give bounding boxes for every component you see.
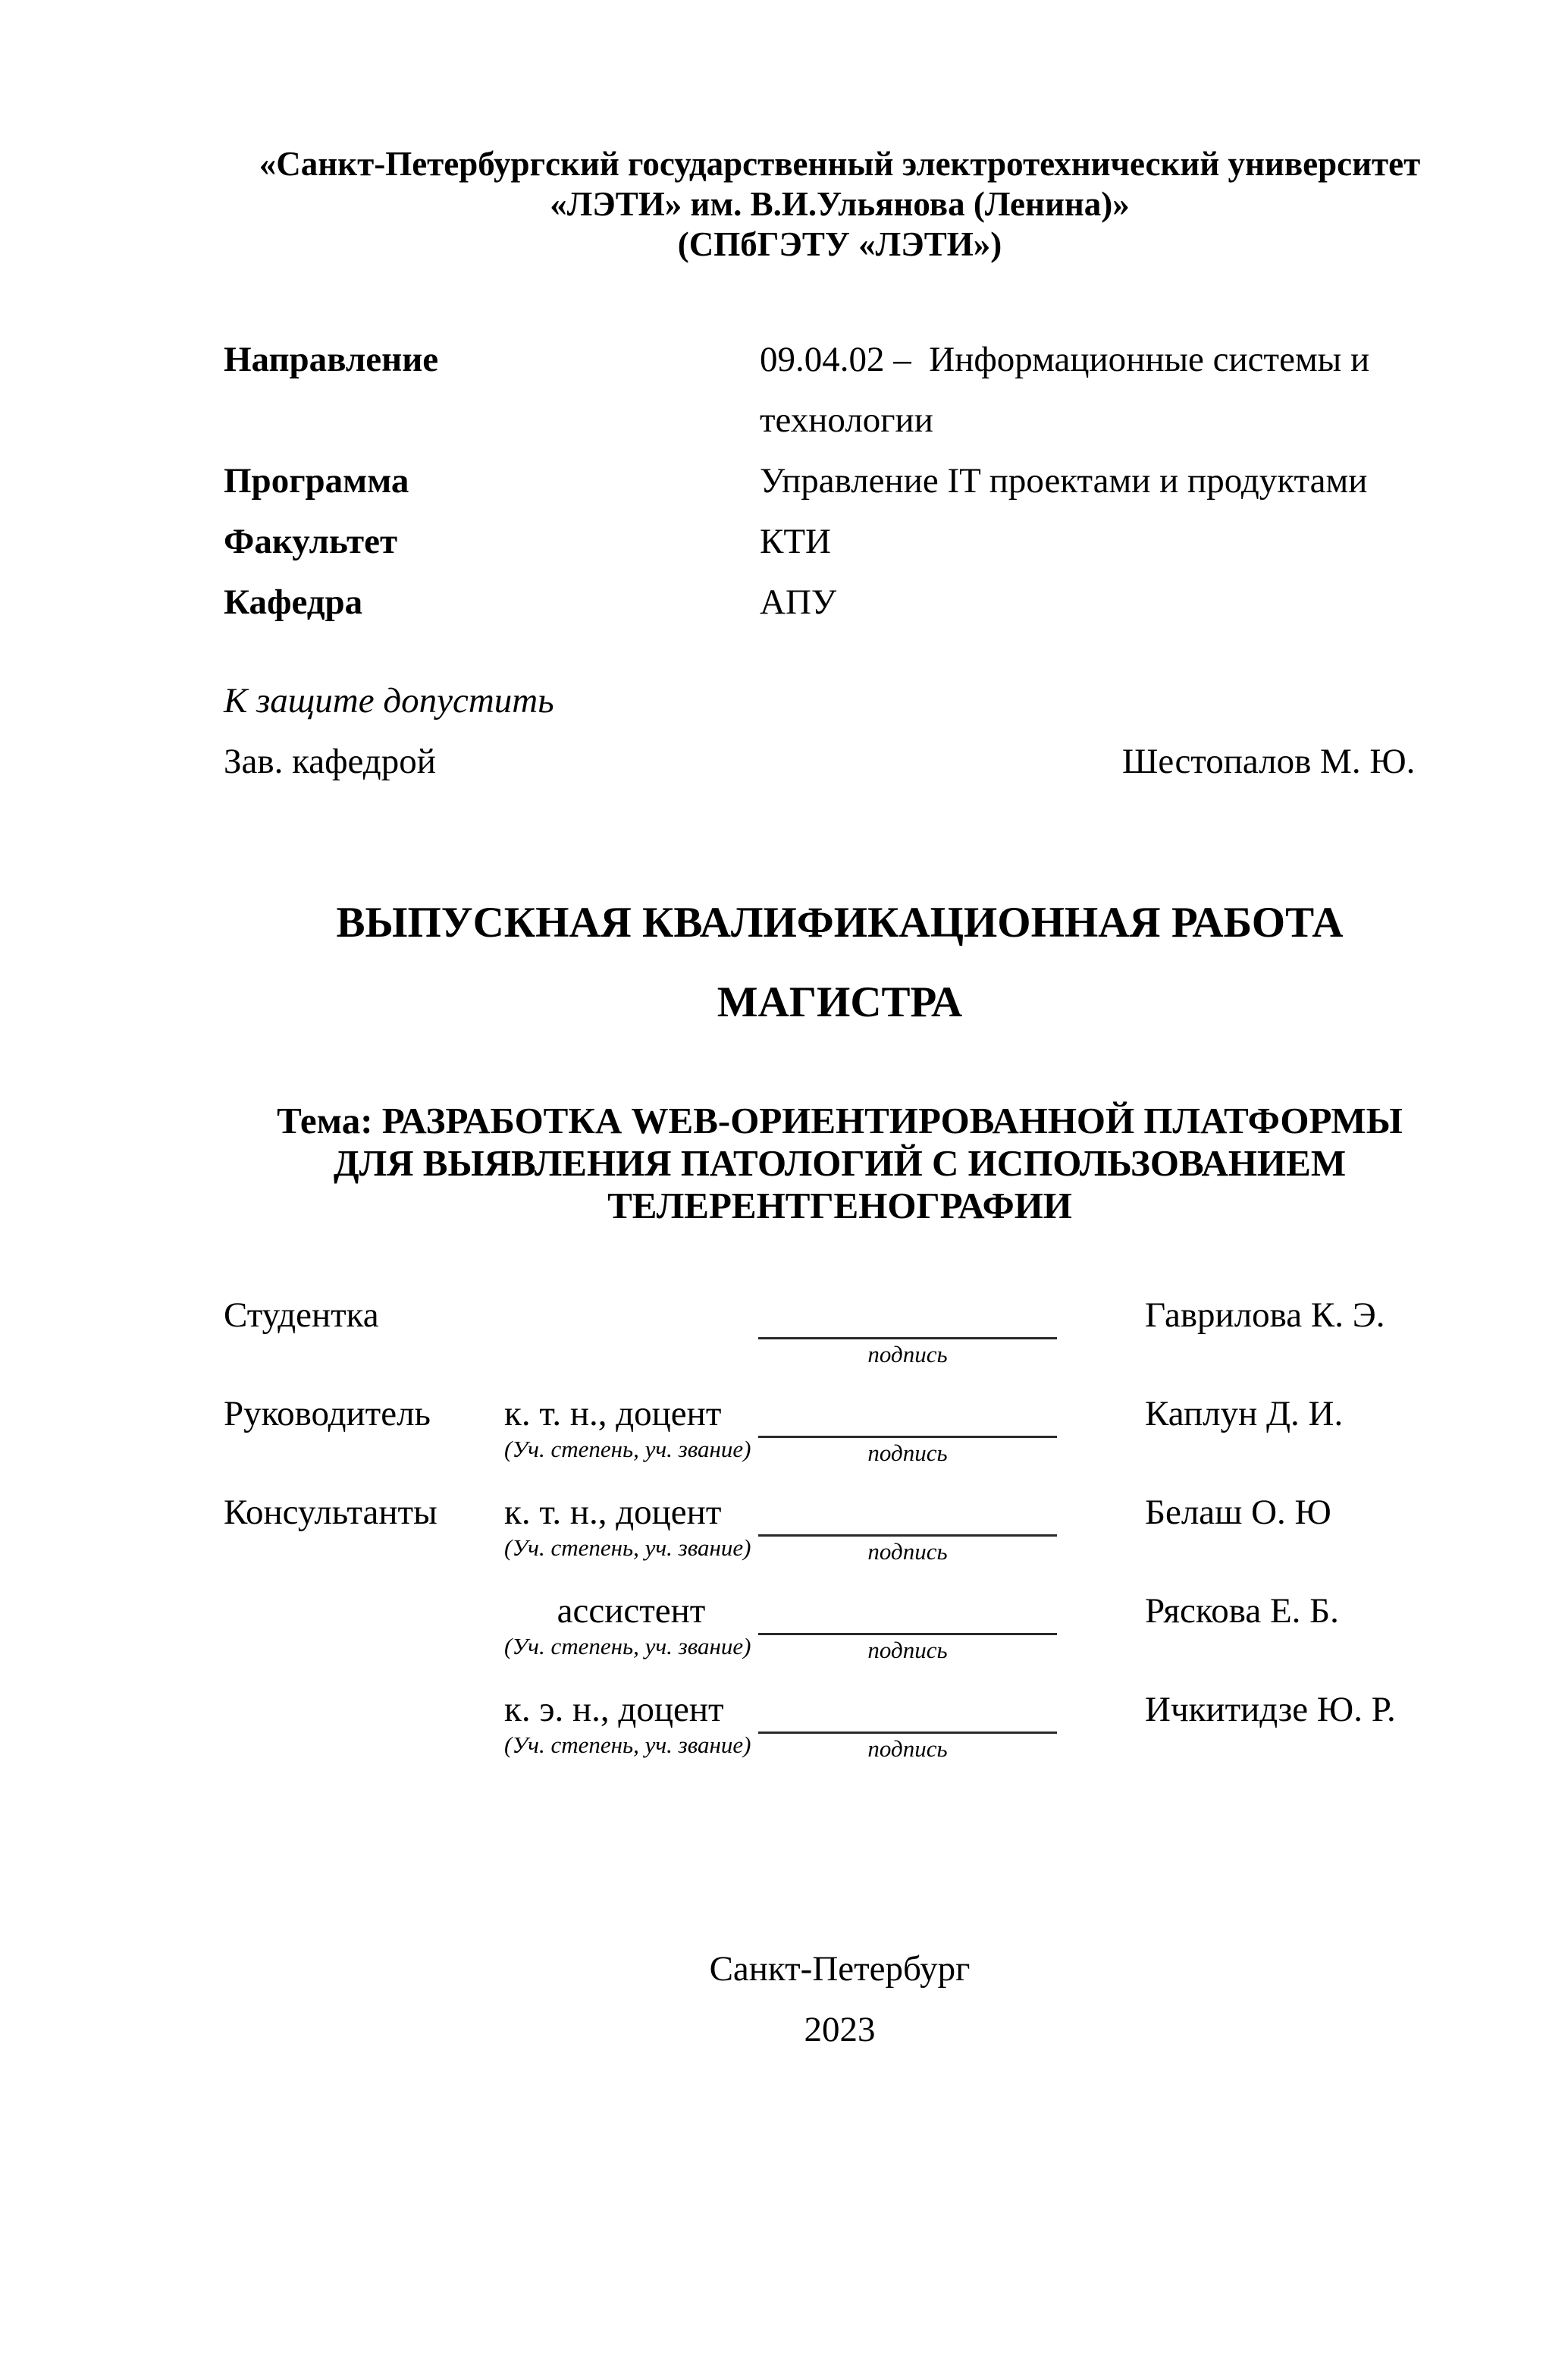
signature-cell bbox=[758, 1294, 1062, 1370]
person-name: Ичкитидзе Ю. Р. bbox=[1145, 1690, 1396, 1729]
degree-caption: (Уч. степень, уч. звание) bbox=[504, 1534, 751, 1561]
admission-block bbox=[224, 670, 1456, 792]
degree-cell bbox=[504, 1590, 758, 1660]
role-label: Руководитель bbox=[224, 1394, 431, 1433]
thesis-topic bbox=[224, 1100, 1456, 1227]
signature-row-consultant-3 bbox=[224, 1688, 1456, 1787]
field-value-faculty: КТИ bbox=[760, 522, 831, 561]
degree-label: к. т. н., доцент bbox=[504, 1493, 722, 1532]
program-fields bbox=[224, 329, 1456, 633]
signature-line bbox=[758, 1491, 1057, 1537]
university-name-line-2: «ЛЭТИ» им. В.И.Ульянова (Ленина)» bbox=[550, 185, 1130, 223]
work-title-line-2: МАГИСТРА bbox=[717, 978, 963, 1026]
degree-cell bbox=[504, 1392, 758, 1463]
degree-cell bbox=[504, 1688, 758, 1759]
signatures-table bbox=[224, 1294, 1456, 1787]
signature-row-consultant-2 bbox=[224, 1590, 1456, 1688]
field-value-program: Управление IT проектами и продуктами bbox=[760, 461, 1368, 501]
signature-cell bbox=[758, 1590, 1062, 1666]
signature-line bbox=[758, 1590, 1057, 1635]
work-title bbox=[224, 883, 1456, 1042]
page-content bbox=[224, 144, 1456, 2060]
admission-note: К защите допустить bbox=[224, 681, 554, 721]
field-label-faculty: Факультет bbox=[224, 522, 398, 561]
degree-label: к. т. н., доцент bbox=[504, 1394, 722, 1433]
thesis-topic-line-1: Тема: РАЗРАБОТКА WEB-ОРИЕНТИРОВАННОЙ ПЛАТФОРМЫ bbox=[277, 1100, 1403, 1141]
signature-line bbox=[758, 1392, 1057, 1438]
field-value-direction: 09.04.02 – Информационные системы и технологии bbox=[760, 340, 1378, 440]
signature-line bbox=[758, 1688, 1057, 1734]
signature-caption: подпись bbox=[867, 1538, 948, 1565]
signature-row-consultant-1 bbox=[224, 1491, 1456, 1590]
field-value-department: АПУ bbox=[760, 582, 837, 622]
year-label: 2023 bbox=[804, 2010, 876, 2049]
person-name: Гаврилова К. Э. bbox=[1145, 1295, 1385, 1335]
signature-cell bbox=[758, 1392, 1062, 1468]
university-header bbox=[224, 144, 1456, 265]
thesis-title-page bbox=[0, 144, 1568, 2361]
thesis-topic-line-2: ДЛЯ ВЫЯВЛЕНИЯ ПАТОЛОГИЙ С ИСПОЛЬЗОВАНИЕМ bbox=[333, 1142, 1347, 1184]
degree-label: ассистент bbox=[557, 1591, 706, 1631]
role-label: Студентка bbox=[224, 1295, 379, 1335]
signature-line bbox=[758, 1294, 1057, 1339]
city-label: Санкт-Петербург bbox=[709, 1949, 971, 1989]
field-label-direction: Направление bbox=[224, 340, 439, 379]
role-label: Консультанты bbox=[224, 1493, 437, 1532]
signature-caption: подпись bbox=[867, 1735, 948, 1762]
department-head-name: Шестопалов М. Ю. bbox=[1122, 742, 1416, 781]
signature-caption: подпись bbox=[867, 1637, 948, 1663]
work-title-line-1: ВЫПУСКНАЯ КВАЛИФИКАЦИОННАЯ РАБОТА bbox=[336, 899, 1344, 947]
signature-row-student bbox=[224, 1294, 1456, 1392]
degree-caption: (Уч. степень, уч. звание) bbox=[504, 1633, 751, 1659]
page-footer bbox=[224, 1939, 1456, 2060]
university-name-line-3: (СПбГЭТУ «ЛЭТИ») bbox=[677, 225, 1002, 263]
field-label-department: Кафедра bbox=[224, 582, 363, 622]
person-name: Белаш О. Ю bbox=[1145, 1493, 1331, 1532]
degree-cell bbox=[504, 1491, 758, 1562]
university-name-line-1: «Санкт-Петербургский государственный электротехнический университет bbox=[259, 145, 1421, 183]
department-head-label: Зав. кафедрой bbox=[224, 742, 436, 781]
person-name: Каплун Д. И. bbox=[1145, 1394, 1344, 1433]
field-label-program: Программа bbox=[224, 461, 409, 501]
degree-label: к. э. н., доцент bbox=[504, 1690, 724, 1729]
thesis-topic-line-3: ТЕЛЕРЕНТГЕНОГРАФИИ bbox=[607, 1185, 1072, 1226]
signature-cell bbox=[758, 1688, 1062, 1764]
signature-caption: подпись bbox=[867, 1440, 948, 1466]
degree-caption: (Уч. степень, уч. звание) bbox=[504, 1436, 751, 1462]
signature-row-supervisor bbox=[224, 1392, 1456, 1491]
degree-caption: (Уч. степень, уч. звание) bbox=[504, 1732, 751, 1758]
signature-cell bbox=[758, 1491, 1062, 1567]
person-name: Ряскова Е. Б. bbox=[1145, 1591, 1339, 1631]
signature-caption: подпись bbox=[867, 1341, 948, 1367]
department-head-row bbox=[224, 731, 1456, 792]
